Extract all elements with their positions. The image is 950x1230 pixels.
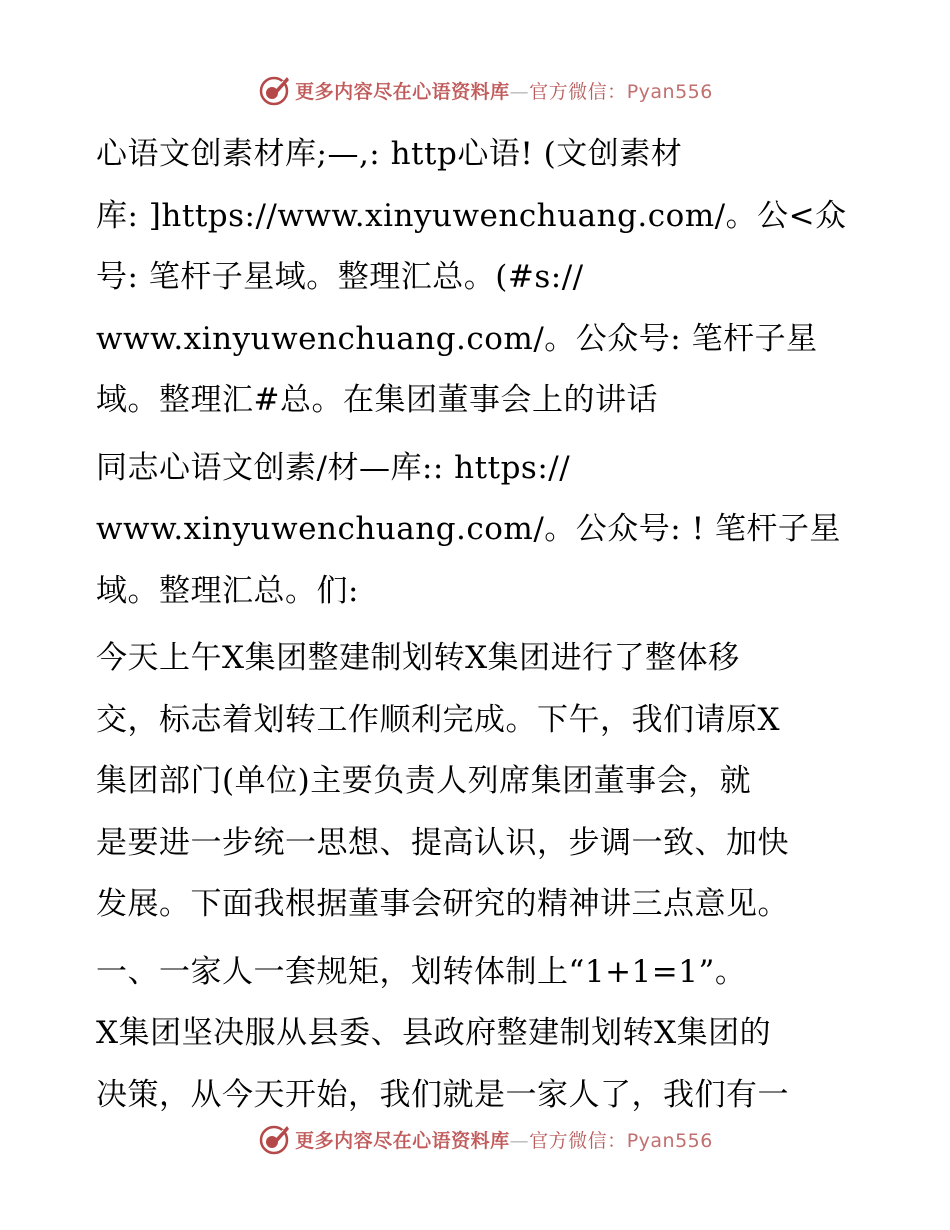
- text-line: 交，标志着划转工作顺利完成。下午，我们请原X: [96, 701, 781, 738]
- watermark-separator: —: [509, 1129, 530, 1152]
- watermark-banner-content: [257, 1122, 713, 1156]
- watermark-handle: Pyan556: [626, 80, 713, 103]
- text-line: 集团部门(单位)主要负责人列席集团董事会，就: [96, 763, 752, 799]
- text-line: 是要进一步统一思想、提高认识，步调一致、加快: [96, 824, 789, 861]
- watermark-banner-bottom: [0, 1121, 950, 1157]
- text-line: 决策，从今天开始，我们就是一家人了，我们有一: [96, 1076, 789, 1113]
- paragraph-1: [96, 124, 856, 432]
- watermark-label: 官方微信：: [529, 1129, 627, 1152]
- text-line: 同志心语文创素/材—库:: https://: [96, 449, 571, 486]
- text-line: 一、一家人一套规矩，划转体制上“1+1=1”。: [96, 953, 747, 990]
- paragraph-4: [96, 942, 856, 1127]
- watermark-brand: 更多内容尽在心语资料库: [295, 80, 510, 103]
- text-line: 号: 笔杆子星域。整理汇总。(#s://: [96, 259, 584, 295]
- watermark-handle: Pyan556: [626, 1129, 713, 1152]
- quill-logo-icon: [257, 73, 291, 107]
- text-line: www.xinyuwenchuang.com/。公众号: ! 笔杆子星: [96, 511, 841, 547]
- text-line: 库: ]https://www.xinyuwenchuang.com/。公<众: [96, 197, 847, 234]
- text-line: 心语文创素材库;—,: http心语! (文创素材: [96, 136, 683, 172]
- watermark-label: 官方微信：: [529, 80, 627, 103]
- paragraph-2: [96, 438, 856, 623]
- text-line: www.xinyuwenchuang.com/。公众号: 笔杆子星: [96, 320, 818, 357]
- document-body: [96, 124, 856, 1132]
- text-line: 发展。下面我根据董事会研究的精神讲三点意见。: [96, 886, 789, 922]
- watermark-banner-content: [257, 73, 713, 107]
- text-line: 域。整理汇总。们:: [96, 572, 359, 609]
- watermark-text: [295, 77, 713, 104]
- text-line: X集团坚决服从县委、县政府整建制划转X集团的: [96, 1015, 772, 1051]
- watermark-separator: —: [509, 80, 530, 103]
- text-line: 域。整理汇#总。在集团董事会上的讲话: [96, 382, 658, 418]
- quill-logo-icon: [257, 1122, 291, 1156]
- paragraph-3: [96, 628, 856, 936]
- text-line: 今天上午X集团整建制划转X集团进行了整体移: [96, 640, 740, 676]
- watermark-brand: 更多内容尽在心语资料库: [295, 1129, 510, 1152]
- watermark-text: [295, 1126, 713, 1153]
- watermark-banner-top: [0, 72, 950, 108]
